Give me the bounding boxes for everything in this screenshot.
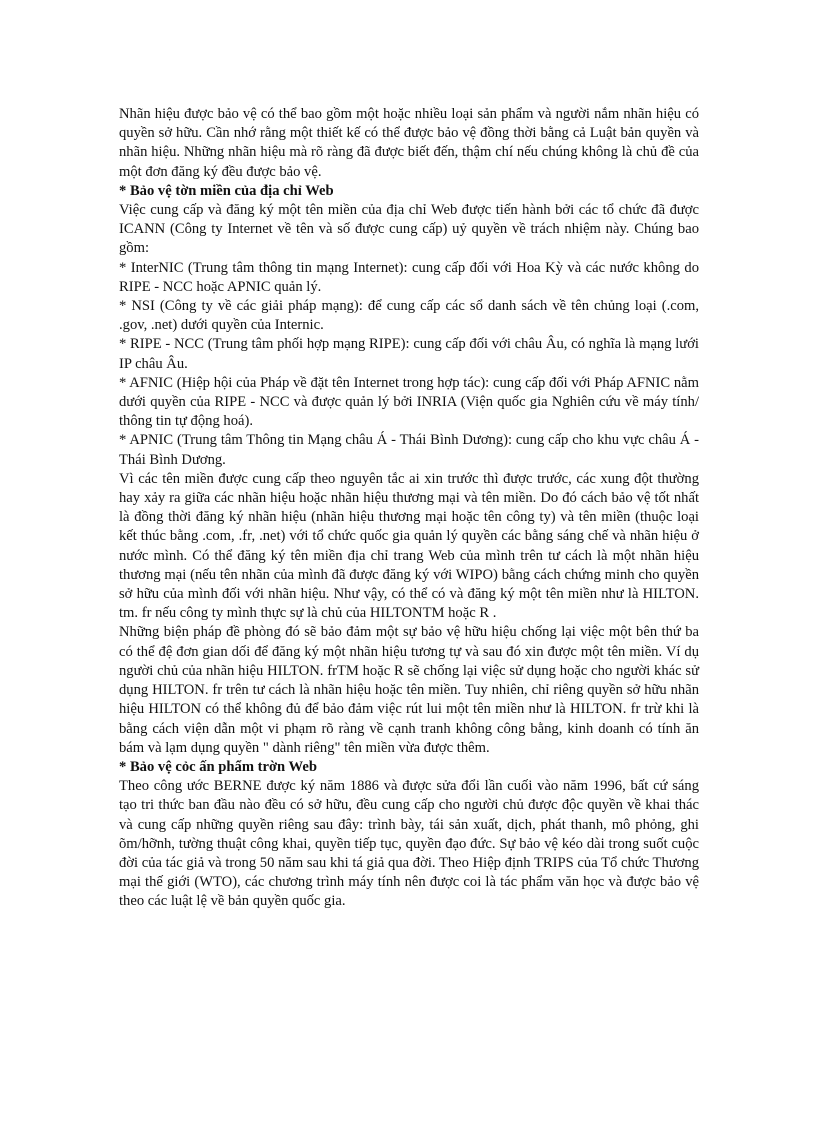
paragraph-berne-convention: Theo công ước BERNE được ký năm 1886 và được sửa đổi lần cuối vào năm 1996, bất cứ sáng tạo tri thức ban đầu nào đều có sở hữu, đều cung cấp cho người chủ được độc quyền về khai thác và cung cấp những quyền riêng sau đây: trình bày, tái sản xuất, dịch, phát thanh, mô phỏng, ghi õm/hỡnh, tường thuật công khai, quyền tiếp tục, quyền đạo đức. Sự bảo vệ kéo dài trong suốt cuộc đời của tác giả và trong 50 năm sau khi tá giả qua đời. Theo Hiệp định TRIPS của Tổ chức Thương mại thế giới (WTO), các chương trình máy tính nên được coi là tác phẩm văn học và được bảo vệ theo các luật lệ về bản quyền quốc gia.: [119, 778, 699, 910]
paragraph-preventive-measures: Những biện pháp đề phòng đó sẽ bảo đảm một sự bảo vệ hữu hiệu chống lại việc một bên thứ ba có thể đệ đơn gian dối để đăng ký một nhãn hiệu tương tự và sau đó xin được một tên miền. Ví dụ người chủ của nhãn hiệu HILTON. frTM hoặc R sẽ chống lại việc sử dụng hoặc cho người khác sử dụng HILTON. fr trên tư cách là nhãn hiệu hoặc tên miền. Tuy nhiên, chỉ riêng quyền sở hữu nhãn hiệu HILTON có thể không đủ để bảo đảm việc rút lui một tên miền như là HILTON. fr trừ khi là bằng cách viện dẫn một vi phạm rõ ràng về cạnh tranh không công bằng, kinh doanh có tính ăn bám và lạm dụng quyền " dành riêng" tên miền vừa được thêm.: [119, 624, 699, 756]
paragraph-trademark-protection: Nhãn hiệu được bảo vệ có thể bao gồm một hoặc nhiều loại sản phẩm và người nắm nhãn hiệu có quyền sở hữu. Cần nhớ rằng một thiết kế có thể được bảo vệ đồng thời bằng cả Luật bản quyền và nhãn hiệu. Những nhãn hiệu mà rõ ràng đã được biết đến, thậm chí nếu chúng không là chủ đề của một đơn đăng ký đều được bảo vệ.: [119, 106, 699, 180]
paragraph-domain-registration: Việc cung cấp và đăng ký một tên miền của địa chỉ Web được tiến hành bởi các tổ chức đã được ICANN (Công ty Internet về tên và số được cung cấp) uỷ quyền về trách nhiệm này. Chúng bao gồm:: [119, 202, 699, 257]
list-item-internic: * InterNIC (Trung tâm thông tin mạng Internet): cung cấp đối với Hoa Kỳ và các nước không do RIPE - NCC hoặc APNIC quản lý.: [119, 259, 699, 295]
document-page: [119, 105, 699, 912]
list-item-nsi: * NSI (Công ty về các giải pháp mạng): để cung cấp các sổ danh sách về tên chủng loại (.com, .gov, .net) dưới quyền của Internic.: [119, 298, 699, 334]
heading-domain-protection: * Bảo vệ tờn miền của địa chỉ Web: [119, 182, 334, 199]
list-item-apnic: * APNIC (Trung tâm Thông tin Mạng châu Á - Thái Bình Dương): cung cấp cho khu vực châu Á - Thái Bình Dương.: [119, 432, 699, 468]
list-item-ripe-ncc: * RIPE - NCC (Trung tâm phối hợp mạng RIPE): cung cấp đối với châu Âu, có nghĩa là mạng lưới IP châu Âu.: [119, 336, 699, 372]
paragraph-domain-conflicts: Vì các tên miền được cung cấp theo nguyên tắc ai xin trước thì được trước, các xung đột thường hay xảy ra giữa các nhãn hiệu hoặc nhãn hiệu thương mại và tên miền. Do đó cách bảo vệ tốt nhất là đồng thời đăng ký nhãn hiệu (nhãn hiệu thương mại hoặc tên công ty) và tên miền (thuộc loại kết thúc bằng .com, .fr, .net) với tổ chức quốc gia quản lý quyền các bằng sáng chế và nhãn hiệu ở nước mình. Có thể đăng ký tên miền địa chỉ trang Web của mình trên tư cách là một nhãn hiệu thương mại (nếu tên nhãn của mình đã được đăng ký với WIPO) bằng cách chứng minh cho quyền sở hữu của mình đối với nhãn hiệu. Như vậy, có thể có và đăng ký một tên miền như là HILTON. tm. fr nếu công ty mình thực sự là chủ của HILTONTM hoặc R .: [119, 470, 699, 622]
heading-web-publications: * Bảo vệ cỏc ấn phẩm trờn Web: [119, 758, 317, 775]
list-item-afnic: * AFNIC (Hiệp hội của Pháp về đặt tên Internet trong hợp tác): cung cấp đối với Pháp AFNIC nằm dưới quyền của RIPE - NCC và được quản lý bởi INRIA (Viện quốc gia Nghiên cứu về máy tính/ thông tin tự động hoá).: [119, 374, 699, 430]
